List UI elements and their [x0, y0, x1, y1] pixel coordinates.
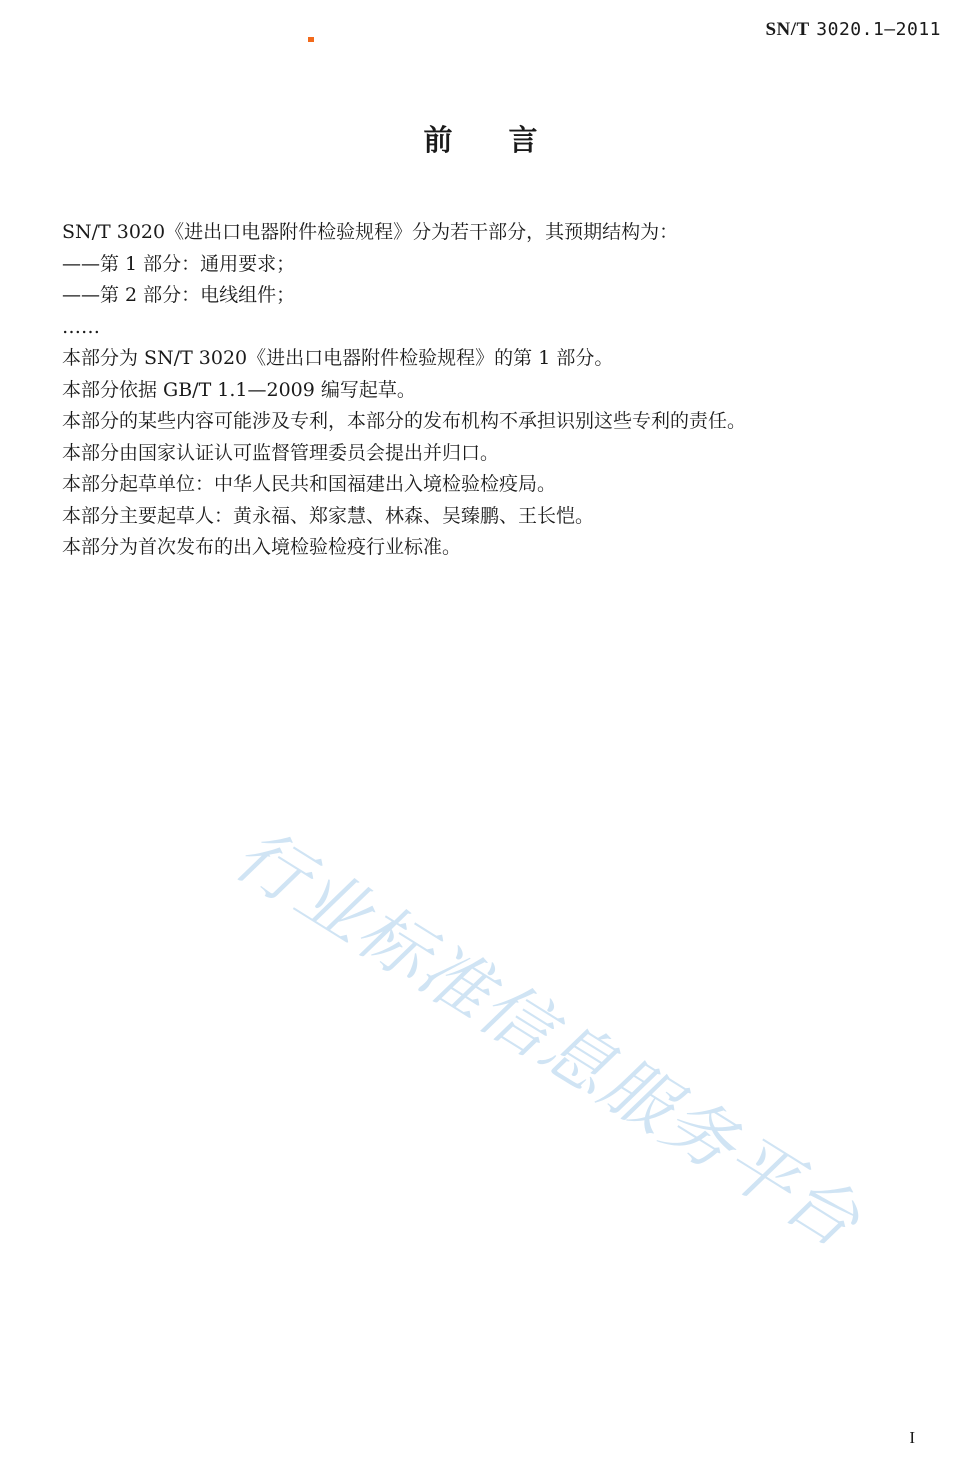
list-ellipsis: …… — [62, 315, 100, 338]
paragraph-drafting-unit: 本部分起草单位：中华人民共和国福建出入境检验检疫局。 — [62, 473, 557, 495]
orange-mark — [308, 37, 314, 42]
standard-code-prefix: SN/T — [765, 19, 810, 40]
standard-code-number: 3020.1—2011 — [816, 19, 941, 40]
paragraph-first-release: 本部分为首次发布的出入境检验检疫行业标准。 — [62, 536, 462, 558]
foreword-body — [62, 217, 922, 564]
paragraph-drafters: 本部分主要起草人：黄永福、郑家慧、林森、吴臻鹏、王长恺。 — [62, 504, 595, 527]
paragraph-proposer: 本部分由国家认证认可监督管理委员会提出并归口。 — [62, 441, 500, 464]
title-char-2: 言 — [508, 123, 538, 157]
list-item-part-2: ——第 2 部分：电线组件； — [62, 284, 296, 306]
page-title — [0, 118, 961, 159]
paragraph-part-statement: 本部分为 SN/T 3020《进出口电器附件检验规程》的第 1 部分。 — [62, 347, 614, 369]
paragraph-drafting-basis: 本部分依据 GB/T 1.1—2009 编写起草。 — [62, 378, 416, 401]
paragraph-patent-notice: 本部分的某些内容可能涉及专利，本部分的发布机构不承担识别这些专利的责任。 — [62, 410, 747, 432]
paragraph-structure: SN/T 3020《进出口电器附件检验规程》分为若干部分，其预期结构为： — [62, 221, 679, 243]
list-item-part-1: ——第 1 部分：通用要求； — [62, 252, 296, 275]
page-number: I — [909, 1428, 915, 1447]
watermark: 行业标准信息服务平台 — [220, 812, 875, 1264]
title-char-1: 前 — [423, 123, 453, 157]
standard-code-header — [765, 18, 941, 41]
